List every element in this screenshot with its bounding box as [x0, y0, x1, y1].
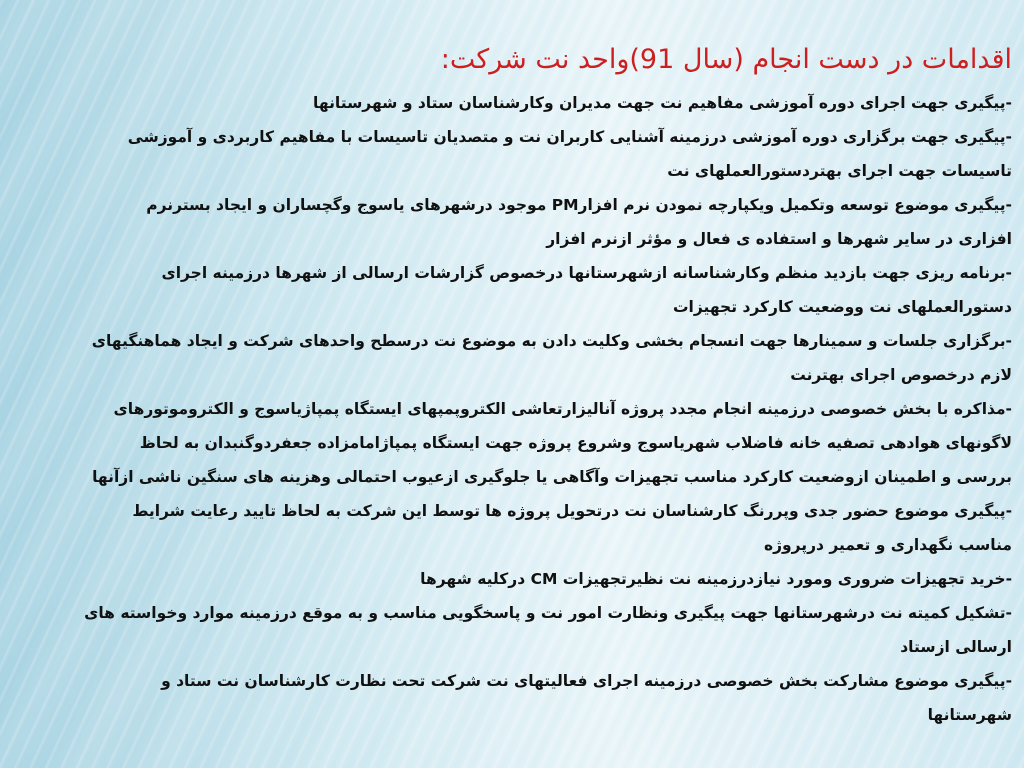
body-line: -پیگیری موضوع توسعه وتکمیل ویکپارچه نمودن نرم افزارPM موجود درشهرهای یاسوج وگچساران و ایجاد بسترنرم: [146, 196, 1012, 214]
body-line: مناسب نگهداری و تعمیر درپروژه: [763, 536, 1012, 554]
slide-title: اقدامات در دست انجام (سال 91)واحد نت شرکت:: [440, 44, 1012, 75]
body-line: لاگونهای هوادهی تصفیه خانه فاضلاب شهریاسوج وشروع پروژه جهت ایستگاه پمپاژامامزاده جعفردوگنبدان به لحاظ: [139, 434, 1012, 452]
body-line: شهرستانها: [927, 706, 1012, 724]
body-line: -پیگیری موضوع مشارکت بخش خصوصی درزمینه اجرای فعالیتهای نت شرکت تحت نظارت کارشناسان نت ستاد و: [161, 672, 1012, 690]
body-line: -برنامه ریزی جهت بازدید منظم وکارشناسانه ازشهرستانها درخصوص گزارشات ارسالی از شهرها درزمینه اجرای: [161, 264, 1012, 282]
body-line: -خرید تجهیزات ضروری ومورد نیازدرزمینه نت نظیرتجهیزات CM درکلیه شهرها: [420, 570, 1012, 588]
body-line: -پیگیری جهت برگزاری دوره آموزشی درزمینه آشنایی کاربران نت و متصدیان تاسیسات با مفاهیم کاربردی و آموزشی: [127, 128, 1012, 146]
body-line: لازم درخصوص اجرای بهترنت: [790, 366, 1012, 384]
body-line: -پیگیری موضوع حضور جدی وپررنگ کارشناسان نت درتحویل پروژه ها توسط این شرکت به لحاظ تایید رعایت شرایط: [132, 502, 1012, 520]
body-line: -مذاکره با بخش خصوصی درزمینه انجام مجدد پروژه آنالیزارتعاشی الکتروپمپهای ایستگاه پمپاژیاسوج و الکتروموتورهای: [113, 400, 1012, 418]
body-line: -برگزاری جلسات و سمینارها جهت انسجام بخشی وکلیت دادن به موضوع نت درسطح واحدهای شرکت و ایجاد هماهنگیهای: [91, 332, 1012, 350]
body-line: ارسالی ازستاد: [900, 638, 1012, 656]
body-line: دستورالعملهای نت ووضعیت کارکرد تجهیزات: [672, 298, 1012, 316]
body-line: بررسی و اطمینان ازوضعیت کارکرد مناسب تجهیزات وآگاهی یا جلوگیری ازعیوب احتمالی وهزینه های سنگین ناشی ازآنها: [92, 468, 1012, 486]
body-line: -پیگیری جهت اجرای دوره آموزشی مفاهیم نت جهت مدیران وکارشناسان ستاد و شهرستانها: [313, 94, 1012, 112]
body-line: تاسیسات جهت اجرای بهتردستورالعملهای نت: [667, 162, 1012, 180]
slide-body: [10, 86, 1012, 732]
body-line: -تشکیل کمیته نت درشهرستانها جهت پیگیری ونظارت امور نت و پاسخگویی مناسب و به موقع درزمینه موارد وخواسته های: [84, 604, 1012, 622]
body-line: افزاری در سایر شهرها و استفاده ی فعال و مؤثر ازنرم افزار: [546, 230, 1012, 248]
